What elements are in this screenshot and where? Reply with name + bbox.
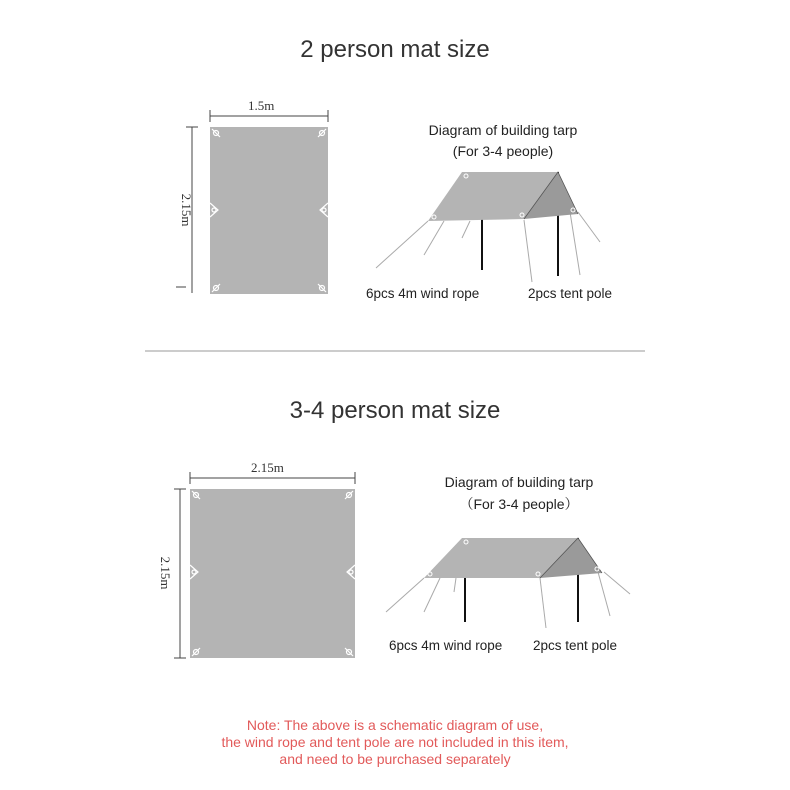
diagram-title: Diagram of building tarp bbox=[444, 474, 594, 490]
height-dimension-label: 2.15m bbox=[158, 556, 173, 590]
diagram-subtitle: (For 3-4 people) bbox=[452, 143, 554, 159]
mat-2-person bbox=[210, 127, 328, 294]
width-dimension-label: 2.15m bbox=[251, 460, 284, 475]
wind-ropes bbox=[376, 212, 600, 282]
purchase-note-line-1: Note: The above is a schematic diagram of use, bbox=[246, 717, 544, 733]
purchase-note-line-2: the wind rope and tent pole are not included in this item, bbox=[221, 734, 569, 750]
mat-3-4-person bbox=[190, 489, 355, 658]
section-title-2-person: 2 person mat size bbox=[300, 36, 490, 63]
tarp-diagram-2-person bbox=[376, 172, 600, 282]
tarp-diagram-3-4-person bbox=[386, 538, 630, 628]
wind-ropes bbox=[386, 572, 630, 628]
wind-rope-label: 6pcs 4m wind rope bbox=[366, 286, 480, 301]
width-dimension-label: 1.5m bbox=[248, 98, 275, 113]
tent-pole-label: 2pcs tent pole bbox=[533, 638, 618, 653]
tent-pole-label: 2pcs tent pole bbox=[528, 286, 613, 301]
height-dimension-label: 2.15m bbox=[179, 193, 194, 227]
section-title-3-4-person: 3-4 person mat size bbox=[289, 397, 501, 424]
diagram-title: Diagram of building tarp bbox=[428, 122, 578, 138]
wind-rope-label: 6pcs 4m wind rope bbox=[389, 638, 503, 653]
purchase-note-line-3: and need to be purchased separately bbox=[279, 751, 511, 767]
diagram-subtitle: （For 3-4 people） bbox=[459, 496, 579, 512]
